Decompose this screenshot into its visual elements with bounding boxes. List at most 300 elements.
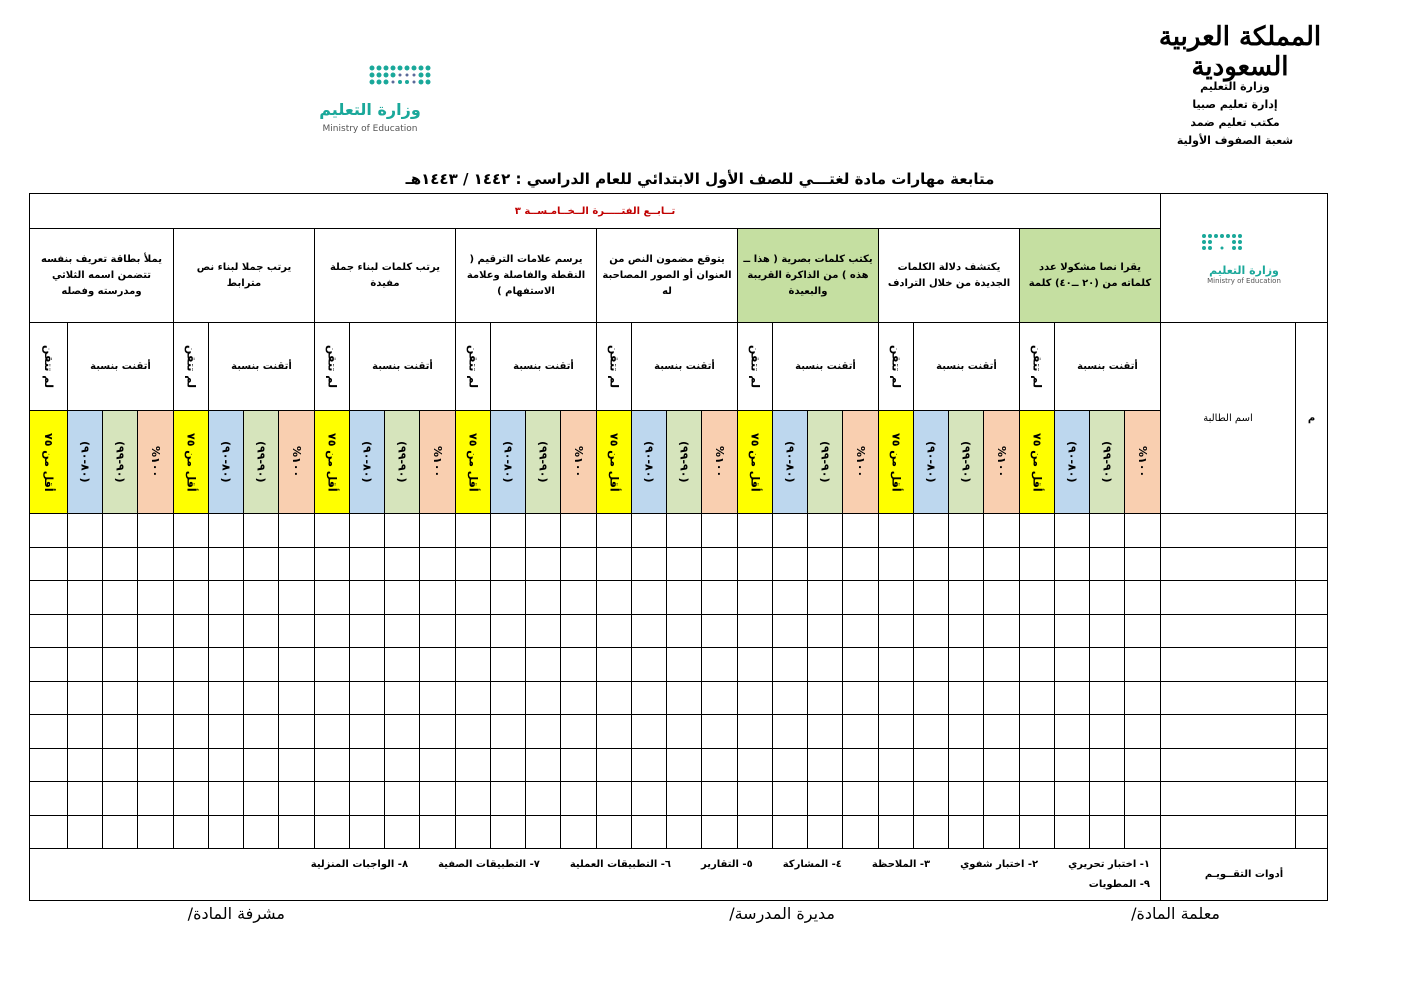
score-cell[interactable] [597, 581, 632, 615]
score-cell[interactable] [667, 514, 702, 548]
score-cell[interactable] [30, 681, 68, 715]
score-cell[interactable] [279, 715, 315, 749]
score-cell[interactable] [491, 681, 526, 715]
score-cell[interactable] [738, 514, 773, 548]
score-cell[interactable] [244, 648, 279, 682]
score-cell[interactable] [385, 748, 420, 782]
score-cell[interactable] [68, 514, 103, 548]
row-number-cell[interactable] [1296, 815, 1328, 849]
score-cell[interactable] [738, 581, 773, 615]
score-cell[interactable] [879, 581, 914, 615]
score-cell[interactable] [1020, 782, 1055, 816]
score-cell[interactable] [138, 681, 174, 715]
score-cell[interactable] [702, 514, 738, 548]
score-cell[interactable] [632, 514, 667, 548]
score-cell[interactable] [420, 514, 456, 548]
score-cell[interactable] [843, 648, 879, 682]
score-cell[interactable] [808, 748, 843, 782]
score-cell[interactable] [279, 581, 315, 615]
score-cell[interactable] [561, 715, 597, 749]
score-cell[interactable] [209, 614, 244, 648]
score-cell[interactable] [174, 514, 209, 548]
score-cell[interactable] [420, 681, 456, 715]
score-cell[interactable] [914, 681, 949, 715]
score-cell[interactable] [1055, 648, 1090, 682]
score-cell[interactable] [526, 648, 561, 682]
score-cell[interactable] [773, 681, 808, 715]
score-cell[interactable] [30, 715, 68, 749]
score-cell[interactable] [456, 815, 491, 849]
score-cell[interactable] [843, 547, 879, 581]
score-cell[interactable] [209, 547, 244, 581]
score-cell[interactable] [68, 715, 103, 749]
score-cell[interactable] [68, 782, 103, 816]
score-cell[interactable] [350, 681, 385, 715]
score-cell[interactable] [984, 782, 1020, 816]
score-cell[interactable] [561, 748, 597, 782]
score-cell[interactable] [526, 715, 561, 749]
score-cell[interactable] [949, 782, 984, 816]
score-cell[interactable] [914, 581, 949, 615]
score-cell[interactable] [1090, 715, 1125, 749]
score-cell[interactable] [103, 581, 138, 615]
score-cell[interactable] [315, 748, 350, 782]
score-cell[interactable] [667, 715, 702, 749]
score-cell[interactable] [1055, 748, 1090, 782]
score-cell[interactable] [702, 681, 738, 715]
score-cell[interactable] [315, 581, 350, 615]
score-cell[interactable] [561, 681, 597, 715]
row-number-cell[interactable] [1296, 514, 1328, 548]
score-cell[interactable] [1020, 681, 1055, 715]
score-cell[interactable] [1055, 547, 1090, 581]
score-cell[interactable] [632, 715, 667, 749]
score-cell[interactable] [350, 514, 385, 548]
score-cell[interactable] [385, 514, 420, 548]
score-cell[interactable] [68, 614, 103, 648]
score-cell[interactable] [914, 748, 949, 782]
score-cell[interactable] [1090, 681, 1125, 715]
score-cell[interactable] [138, 614, 174, 648]
score-cell[interactable] [1020, 748, 1055, 782]
row-number-cell[interactable] [1296, 748, 1328, 782]
score-cell[interactable] [68, 748, 103, 782]
score-cell[interactable] [667, 815, 702, 849]
score-cell[interactable] [279, 514, 315, 548]
score-cell[interactable] [279, 815, 315, 849]
score-cell[interactable] [1055, 681, 1090, 715]
score-cell[interactable] [561, 581, 597, 615]
score-cell[interactable] [30, 581, 68, 615]
score-cell[interactable] [526, 547, 561, 581]
score-cell[interactable] [667, 648, 702, 682]
score-cell[interactable] [949, 581, 984, 615]
score-cell[interactable] [456, 614, 491, 648]
score-cell[interactable] [456, 514, 491, 548]
score-cell[interactable] [914, 514, 949, 548]
score-cell[interactable] [456, 782, 491, 816]
score-cell[interactable] [350, 782, 385, 816]
score-cell[interactable] [738, 815, 773, 849]
row-number-cell[interactable] [1296, 715, 1328, 749]
score-cell[interactable] [561, 648, 597, 682]
score-cell[interactable] [879, 648, 914, 682]
score-cell[interactable] [1055, 815, 1090, 849]
score-cell[interactable] [773, 581, 808, 615]
score-cell[interactable] [949, 547, 984, 581]
score-cell[interactable] [315, 815, 350, 849]
score-cell[interactable] [1090, 648, 1125, 682]
score-cell[interactable] [1090, 547, 1125, 581]
score-cell[interactable] [1020, 648, 1055, 682]
score-cell[interactable] [385, 581, 420, 615]
score-cell[interactable] [103, 514, 138, 548]
score-cell[interactable] [808, 715, 843, 749]
score-cell[interactable] [1090, 614, 1125, 648]
score-cell[interactable] [279, 547, 315, 581]
score-cell[interactable] [315, 514, 350, 548]
score-cell[interactable] [385, 815, 420, 849]
row-number-cell[interactable] [1296, 681, 1328, 715]
student-name-cell[interactable] [1161, 514, 1296, 548]
student-name-cell[interactable] [1161, 782, 1296, 816]
score-cell[interactable] [174, 748, 209, 782]
score-cell[interactable] [667, 681, 702, 715]
score-cell[interactable] [244, 581, 279, 615]
score-cell[interactable] [68, 547, 103, 581]
student-name-cell[interactable] [1161, 648, 1296, 682]
score-cell[interactable] [491, 614, 526, 648]
score-cell[interactable] [456, 581, 491, 615]
score-cell[interactable] [68, 681, 103, 715]
score-cell[interactable] [456, 748, 491, 782]
score-cell[interactable] [702, 581, 738, 615]
score-cell[interactable] [667, 614, 702, 648]
score-cell[interactable] [1125, 815, 1161, 849]
score-cell[interactable] [491, 581, 526, 615]
student-name-cell[interactable] [1161, 748, 1296, 782]
score-cell[interactable] [1125, 648, 1161, 682]
score-cell[interactable] [103, 614, 138, 648]
score-cell[interactable] [350, 547, 385, 581]
score-cell[interactable] [420, 547, 456, 581]
score-cell[interactable] [843, 614, 879, 648]
score-cell[interactable] [491, 782, 526, 816]
score-cell[interactable] [420, 581, 456, 615]
score-cell[interactable] [30, 815, 68, 849]
score-cell[interactable] [738, 614, 773, 648]
score-cell[interactable] [561, 614, 597, 648]
score-cell[interactable] [667, 748, 702, 782]
score-cell[interactable] [103, 748, 138, 782]
score-cell[interactable] [914, 614, 949, 648]
student-name-cell[interactable] [1161, 681, 1296, 715]
score-cell[interactable] [1125, 715, 1161, 749]
score-cell[interactable] [350, 581, 385, 615]
score-cell[interactable] [526, 581, 561, 615]
score-cell[interactable] [949, 614, 984, 648]
score-cell[interactable] [702, 715, 738, 749]
score-cell[interactable] [1090, 782, 1125, 816]
row-number-cell[interactable] [1296, 547, 1328, 581]
score-cell[interactable] [738, 547, 773, 581]
score-cell[interactable] [984, 715, 1020, 749]
score-cell[interactable] [1020, 715, 1055, 749]
score-cell[interactable] [174, 614, 209, 648]
score-cell[interactable] [561, 514, 597, 548]
score-cell[interactable] [949, 648, 984, 682]
score-cell[interactable] [843, 581, 879, 615]
score-cell[interactable] [702, 547, 738, 581]
score-cell[interactable] [914, 782, 949, 816]
score-cell[interactable] [279, 648, 315, 682]
score-cell[interactable] [174, 681, 209, 715]
score-cell[interactable] [315, 782, 350, 816]
score-cell[interactable] [808, 782, 843, 816]
score-cell[interactable] [174, 815, 209, 849]
score-cell[interactable] [1055, 715, 1090, 749]
score-cell[interactable] [808, 514, 843, 548]
student-name-cell[interactable] [1161, 547, 1296, 581]
score-cell[interactable] [103, 782, 138, 816]
score-cell[interactable] [209, 648, 244, 682]
score-cell[interactable] [279, 681, 315, 715]
score-cell[interactable] [597, 815, 632, 849]
score-cell[interactable] [632, 648, 667, 682]
row-number-cell[interactable] [1296, 782, 1328, 816]
score-cell[interactable] [702, 648, 738, 682]
score-cell[interactable] [491, 648, 526, 682]
score-cell[interactable] [244, 681, 279, 715]
score-cell[interactable] [1090, 748, 1125, 782]
score-cell[interactable] [244, 748, 279, 782]
score-cell[interactable] [914, 648, 949, 682]
score-cell[interactable] [491, 514, 526, 548]
score-cell[interactable] [984, 748, 1020, 782]
score-cell[interactable] [1020, 614, 1055, 648]
score-cell[interactable] [491, 748, 526, 782]
score-cell[interactable] [949, 815, 984, 849]
score-cell[interactable] [597, 547, 632, 581]
score-cell[interactable] [244, 715, 279, 749]
score-cell[interactable] [456, 648, 491, 682]
score-cell[interactable] [561, 815, 597, 849]
score-cell[interactable] [385, 715, 420, 749]
score-cell[interactable] [773, 648, 808, 682]
score-cell[interactable] [456, 681, 491, 715]
score-cell[interactable] [350, 715, 385, 749]
score-cell[interactable] [420, 614, 456, 648]
score-cell[interactable] [1090, 581, 1125, 615]
score-cell[interactable] [103, 648, 138, 682]
score-cell[interactable] [879, 748, 914, 782]
score-cell[interactable] [879, 547, 914, 581]
score-cell[interactable] [315, 547, 350, 581]
score-cell[interactable] [103, 815, 138, 849]
score-cell[interactable] [315, 614, 350, 648]
score-cell[interactable] [632, 581, 667, 615]
score-cell[interactable] [138, 547, 174, 581]
score-cell[interactable] [456, 715, 491, 749]
score-cell[interactable] [1055, 614, 1090, 648]
score-cell[interactable] [773, 614, 808, 648]
score-cell[interactable] [914, 715, 949, 749]
score-cell[interactable] [738, 648, 773, 682]
score-cell[interactable] [279, 748, 315, 782]
score-cell[interactable] [526, 681, 561, 715]
score-cell[interactable] [1125, 514, 1161, 548]
score-cell[interactable] [984, 648, 1020, 682]
score-cell[interactable] [491, 815, 526, 849]
score-cell[interactable] [244, 547, 279, 581]
score-cell[interactable] [526, 614, 561, 648]
score-cell[interactable] [68, 815, 103, 849]
score-cell[interactable] [491, 715, 526, 749]
score-cell[interactable] [174, 648, 209, 682]
score-cell[interactable] [914, 547, 949, 581]
score-cell[interactable] [526, 514, 561, 548]
score-cell[interactable] [667, 581, 702, 615]
score-cell[interactable] [174, 715, 209, 749]
score-cell[interactable] [597, 514, 632, 548]
score-cell[interactable] [209, 748, 244, 782]
score-cell[interactable] [808, 648, 843, 682]
score-cell[interactable] [138, 514, 174, 548]
student-name-cell[interactable] [1161, 715, 1296, 749]
score-cell[interactable] [209, 681, 244, 715]
score-cell[interactable] [385, 681, 420, 715]
score-cell[interactable] [1090, 815, 1125, 849]
score-cell[interactable] [244, 782, 279, 816]
score-cell[interactable] [808, 547, 843, 581]
score-cell[interactable] [773, 514, 808, 548]
score-cell[interactable] [279, 614, 315, 648]
score-cell[interactable] [632, 681, 667, 715]
score-cell[interactable] [808, 581, 843, 615]
score-cell[interactable] [949, 681, 984, 715]
score-cell[interactable] [667, 547, 702, 581]
score-cell[interactable] [103, 681, 138, 715]
score-cell[interactable] [1125, 614, 1161, 648]
score-cell[interactable] [279, 782, 315, 816]
score-cell[interactable] [1055, 514, 1090, 548]
score-cell[interactable] [103, 547, 138, 581]
score-cell[interactable] [138, 748, 174, 782]
score-cell[interactable] [702, 815, 738, 849]
score-cell[interactable] [68, 648, 103, 682]
score-cell[interactable] [773, 547, 808, 581]
score-cell[interactable] [244, 815, 279, 849]
score-cell[interactable] [738, 715, 773, 749]
score-cell[interactable] [949, 715, 984, 749]
score-cell[interactable] [808, 681, 843, 715]
score-cell[interactable] [30, 514, 68, 548]
score-cell[interactable] [30, 614, 68, 648]
student-name-cell[interactable] [1161, 614, 1296, 648]
score-cell[interactable] [632, 614, 667, 648]
score-cell[interactable] [350, 614, 385, 648]
score-cell[interactable] [879, 614, 914, 648]
score-cell[interactable] [138, 715, 174, 749]
score-cell[interactable] [1125, 547, 1161, 581]
score-cell[interactable] [526, 748, 561, 782]
score-cell[interactable] [138, 815, 174, 849]
score-cell[interactable] [138, 782, 174, 816]
score-cell[interactable] [843, 681, 879, 715]
score-cell[interactable] [350, 748, 385, 782]
score-cell[interactable] [209, 581, 244, 615]
score-cell[interactable] [984, 581, 1020, 615]
score-cell[interactable] [456, 547, 491, 581]
score-cell[interactable] [949, 748, 984, 782]
score-cell[interactable] [526, 782, 561, 816]
score-cell[interactable] [385, 782, 420, 816]
score-cell[interactable] [702, 782, 738, 816]
score-cell[interactable] [984, 681, 1020, 715]
score-cell[interactable] [773, 748, 808, 782]
score-cell[interactable] [174, 547, 209, 581]
score-cell[interactable] [808, 815, 843, 849]
score-cell[interactable] [1055, 581, 1090, 615]
score-cell[interactable] [879, 715, 914, 749]
score-cell[interactable] [632, 547, 667, 581]
score-cell[interactable] [244, 514, 279, 548]
score-cell[interactable] [315, 715, 350, 749]
score-cell[interactable] [420, 715, 456, 749]
score-cell[interactable] [1125, 748, 1161, 782]
score-cell[interactable] [597, 681, 632, 715]
score-cell[interactable] [632, 748, 667, 782]
score-cell[interactable] [773, 815, 808, 849]
score-cell[interactable] [420, 748, 456, 782]
score-cell[interactable] [808, 614, 843, 648]
score-cell[interactable] [879, 681, 914, 715]
score-cell[interactable] [68, 581, 103, 615]
score-cell[interactable] [984, 614, 1020, 648]
score-cell[interactable] [385, 648, 420, 682]
score-cell[interactable] [632, 782, 667, 816]
score-cell[interactable] [138, 581, 174, 615]
score-cell[interactable] [209, 815, 244, 849]
score-cell[interactable] [1020, 815, 1055, 849]
score-cell[interactable] [526, 815, 561, 849]
score-cell[interactable] [30, 782, 68, 816]
score-cell[interactable] [597, 782, 632, 816]
score-cell[interactable] [773, 715, 808, 749]
score-cell[interactable] [984, 514, 1020, 548]
score-cell[interactable] [949, 514, 984, 548]
score-cell[interactable] [1020, 547, 1055, 581]
score-cell[interactable] [420, 648, 456, 682]
score-cell[interactable] [1020, 514, 1055, 548]
score-cell[interactable] [209, 782, 244, 816]
score-cell[interactable] [1125, 681, 1161, 715]
student-name-cell[interactable] [1161, 815, 1296, 849]
score-cell[interactable] [1090, 514, 1125, 548]
score-cell[interactable] [879, 815, 914, 849]
score-cell[interactable] [843, 815, 879, 849]
score-cell[interactable] [1055, 782, 1090, 816]
score-cell[interactable] [30, 547, 68, 581]
score-cell[interactable] [702, 614, 738, 648]
score-cell[interactable] [914, 815, 949, 849]
score-cell[interactable] [597, 748, 632, 782]
score-cell[interactable] [843, 715, 879, 749]
score-cell[interactable] [773, 782, 808, 816]
score-cell[interactable] [420, 782, 456, 816]
score-cell[interactable] [420, 815, 456, 849]
score-cell[interactable] [244, 614, 279, 648]
